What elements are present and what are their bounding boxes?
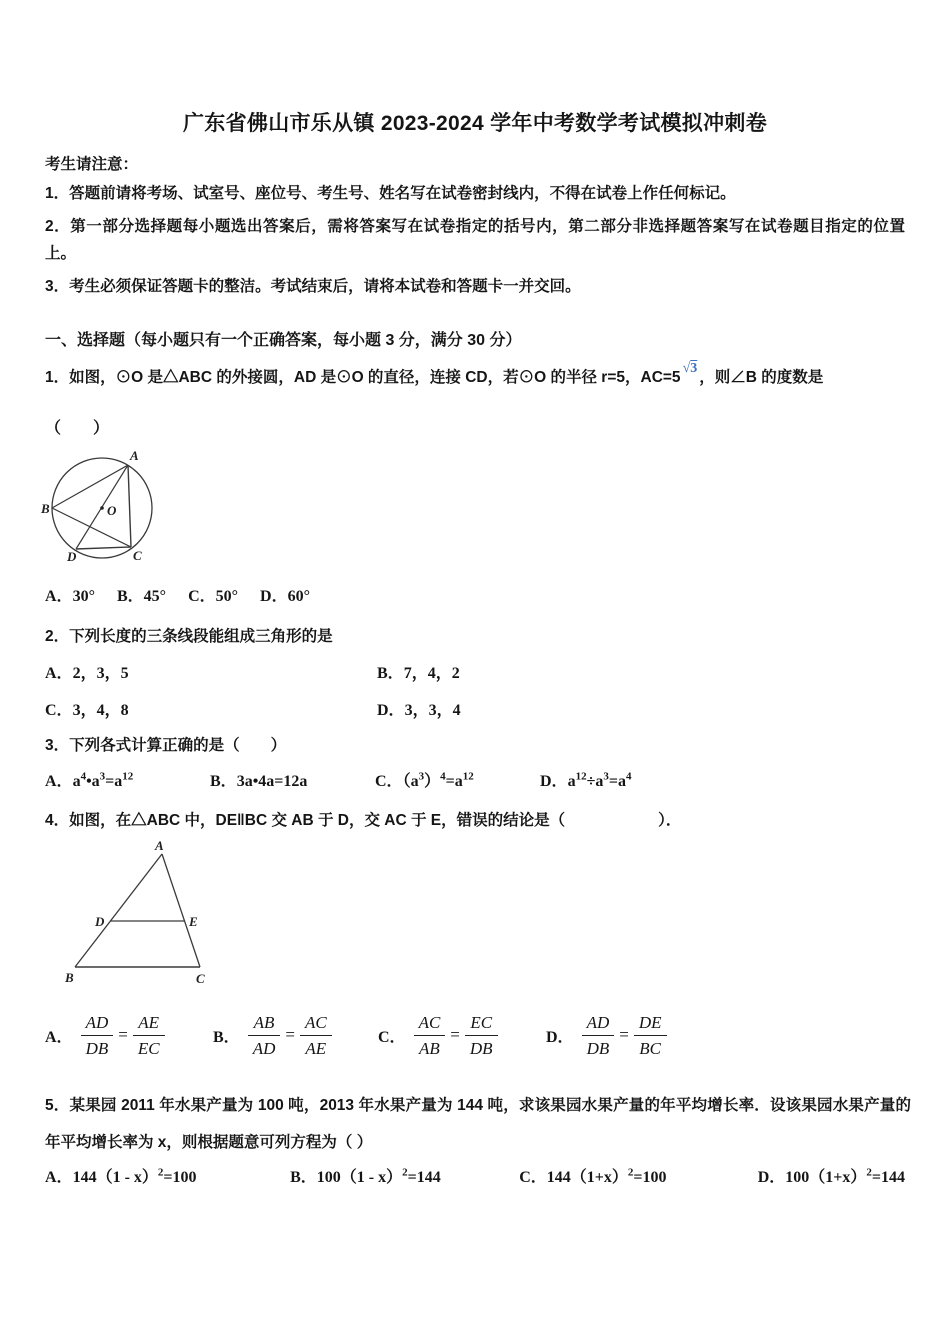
notice-heading: 考生请注意： bbox=[45, 156, 139, 173]
q5-option-d: D．$100(1+x)^2=144$ bbox=[757, 1166, 905, 1186]
q3-option-d-formula: $a^{12}\div a^3=a^4$ bbox=[567, 770, 632, 790]
chord-AC bbox=[128, 465, 131, 547]
point-label-c: C bbox=[196, 971, 205, 986]
q5-option-c: C．$144(1+x)^2=100$ bbox=[519, 1166, 667, 1186]
q2-option-d: D．3，3，4 bbox=[377, 702, 461, 719]
q5-option-d-formula: $100(1+x)^2=144$ bbox=[785, 1166, 905, 1186]
q1-answer-paren: （ ） bbox=[45, 420, 110, 437]
radicand: 3 bbox=[690, 361, 698, 376]
fraction: $\frac{AD}{DB}$ bbox=[81, 1014, 114, 1057]
side-AB bbox=[75, 854, 162, 967]
q4-option-b: B． $\frac{AB}{AD}$ = $\frac{AC}{AE}$ bbox=[213, 1014, 378, 1057]
q2-option-c: C．3，4，8 bbox=[45, 702, 129, 719]
q3-option-c-formula: $(a^3)^4=a^{12}$ bbox=[402, 770, 474, 790]
fraction: $\frac{AC}{AB}$ bbox=[414, 1014, 446, 1057]
center-dot bbox=[100, 506, 104, 510]
q3-option-a: A．$a^4•a^3=a^{12}$ bbox=[45, 770, 134, 790]
q5-stem: 5．某果园 2011 年水果产量为 100 吨，2013 年水果产量为 144 吨，求该果园水果产量的年平均增长率．设该果园水果产量的年平均增长率为 x，则根据题意可列方程为（ ） bbox=[45, 1097, 911, 1151]
section-1-heading: 一、选择题（每小题只有一个正确答案，每小题 3 分，满分 30 分） bbox=[45, 332, 522, 349]
point-label-d: D bbox=[95, 914, 105, 929]
fraction: $\frac{AD}{DB}$ bbox=[582, 1014, 615, 1057]
sqrt-3-formula bbox=[681, 361, 700, 376]
q4-option-a: A． $\frac{AD}{DB}$ = $\frac{AE}{EC}$ bbox=[45, 1014, 213, 1057]
q1-option-d: D．60° bbox=[260, 588, 310, 605]
point-label-e: E bbox=[189, 914, 198, 929]
q3-stem: 3．下列各式计算正确的是（ ） bbox=[45, 737, 287, 754]
q4-options bbox=[45, 1004, 905, 1066]
q5-option-a-formula: 144（1 - x）$^2$=100 bbox=[72, 1166, 197, 1186]
q1-options bbox=[45, 583, 905, 606]
q1-option-a: A．30° bbox=[45, 588, 95, 605]
q5-option-c-formula: $144(1+x)^2=100$ bbox=[546, 1166, 667, 1186]
center-label-o: O bbox=[107, 503, 117, 518]
q4-stem: 4．如图，在△ABC 中，DE‖BC 交 AB 于 D，交 AC 于 E，错误的结论是（ ）． bbox=[45, 812, 682, 829]
point-label-c: C bbox=[133, 548, 142, 563]
q1-option-b: B．45° bbox=[116, 588, 167, 605]
point-label-b: B bbox=[65, 970, 74, 985]
q2-options bbox=[45, 660, 905, 720]
point-label-b: B bbox=[41, 501, 50, 516]
fraction: $\frac{AB}{AD}$ bbox=[248, 1014, 281, 1057]
q5-options bbox=[45, 1164, 905, 1187]
q5-option-a: A．144（1 - x）$^2$=100 bbox=[45, 1166, 197, 1186]
q3-option-b-formula: 3a•4a=12a bbox=[236, 773, 308, 790]
point-label-a: A bbox=[155, 839, 164, 853]
exam-title: 广东省佛山市乐从镇 2023-2024 学年中考数学考试模拟冲刺卷 bbox=[183, 112, 767, 135]
fraction: $\frac{AC}{AE}$ bbox=[300, 1014, 332, 1057]
q1-stem-post: ，则∠B 的度数是 bbox=[699, 369, 824, 386]
q3-option-a-formula: $a^4•a^3=a^{12}$ bbox=[72, 770, 134, 790]
q3-options bbox=[45, 768, 905, 791]
chord-BA bbox=[52, 465, 128, 508]
q1-stem bbox=[45, 361, 905, 391]
q2-option-b: B．7，4，2 bbox=[377, 665, 460, 682]
notice-item-2: 2．第一部分选择题每小题选出答案后，需将答案写在试卷指定的括号内，第二部分非选择题答案写在试卷题目指定的位置上。 bbox=[45, 218, 905, 262]
q4-option-d: D． $\frac{AD}{DB}$ = $\frac{DE}{BC}$ bbox=[546, 1014, 667, 1057]
notice-item-3: 3．考生必须保证答题卡的整洁。考试结束后，请将本试卷和答题卡一并交回。 bbox=[45, 278, 581, 295]
radical-sign: √ bbox=[682, 361, 691, 376]
fraction: $\frac{DE}{BC}$ bbox=[634, 1014, 667, 1057]
q5-option-b: B．100（1 - x）$^2$=144 bbox=[290, 1166, 441, 1186]
q3-option-b: B．3a•4a=12a bbox=[210, 773, 308, 790]
q5-option-b-formula: 100（1 - x）$^2$=144 bbox=[316, 1166, 441, 1186]
side-AC bbox=[162, 854, 200, 967]
fraction: $\frac{AE}{EC}$ bbox=[133, 1014, 165, 1057]
point-label-d: D bbox=[67, 549, 77, 564]
notice-item-1: 1．答题前请将考场、试室号、座位号、考生号、姓名写在试卷密封线内，不得在试卷上作任何标记。 bbox=[45, 185, 736, 202]
chord-DC bbox=[76, 547, 131, 549]
q2-stem: 2．下列长度的三条线段能组成三角形的是 bbox=[45, 628, 333, 645]
q3-option-d: D．$a^{12}\div a^3=a^4$ bbox=[540, 770, 632, 790]
q1-circle-figure bbox=[40, 444, 190, 570]
fraction: $\frac{EC}{DB}$ bbox=[465, 1014, 498, 1057]
q2-option-a: A．2，3，5 bbox=[45, 665, 129, 682]
q4-option-c: C． $\frac{AC}{AB}$ = $\frac{EC}{DB}$ bbox=[378, 1014, 546, 1057]
q4-triangle-figure bbox=[55, 839, 225, 989]
q3-option-c: C．$(a^3)^4=a^{12}$ bbox=[375, 770, 474, 790]
q1-option-c: C．50° bbox=[188, 588, 239, 605]
point-label-a: A bbox=[130, 448, 139, 463]
q1-stem-pre: 1．如图，⊙O 是△ABC 的外接圆，AD 是⊙O 的直径，连接 CD，若⊙O 的半径 r=5，AC=5 bbox=[45, 369, 681, 386]
